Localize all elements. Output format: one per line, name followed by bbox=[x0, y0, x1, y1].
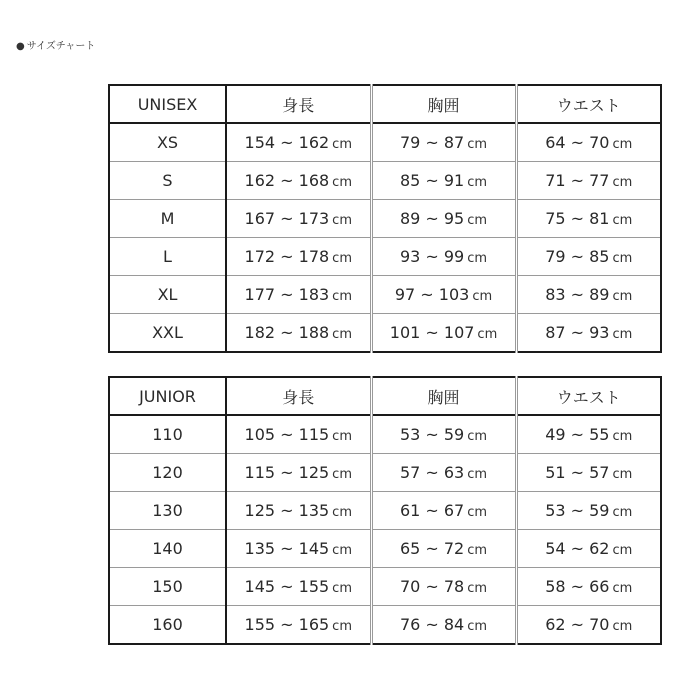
height-cell bbox=[226, 314, 371, 353]
waist-cell bbox=[516, 415, 661, 454]
unit-label: cm bbox=[467, 137, 488, 152]
unit-label: cm bbox=[467, 619, 488, 634]
bullet-icon: ● bbox=[16, 41, 25, 52]
unit-label: cm bbox=[332, 467, 352, 482]
height-cell bbox=[226, 568, 371, 606]
waist-cell bbox=[516, 238, 661, 276]
unit-label: cm bbox=[332, 175, 352, 190]
table-header-row bbox=[109, 85, 661, 123]
chest-cell bbox=[371, 415, 516, 454]
table-row bbox=[109, 276, 661, 314]
chest-cell bbox=[371, 276, 516, 314]
unit-label: cm bbox=[612, 543, 633, 558]
height-cell bbox=[226, 123, 371, 162]
unit-label: cm bbox=[612, 175, 633, 190]
table-row bbox=[109, 606, 661, 645]
size-cell: 130 bbox=[109, 492, 226, 530]
chest-cell bbox=[371, 492, 516, 530]
waist-cell bbox=[516, 314, 661, 353]
size-cell: 120 bbox=[109, 454, 226, 492]
unit-label: cm bbox=[477, 327, 498, 342]
unit-label: cm bbox=[472, 289, 493, 304]
unit-label: cm bbox=[332, 327, 352, 342]
table-row bbox=[109, 238, 661, 276]
unit-label: cm bbox=[332, 137, 352, 152]
waist-cell bbox=[516, 606, 661, 645]
unit-label: cm bbox=[467, 505, 488, 520]
chest-cell bbox=[371, 568, 516, 606]
unit-label: cm bbox=[467, 175, 488, 190]
range-value: 177 ~ 183 bbox=[244, 285, 330, 304]
waist-cell bbox=[516, 123, 661, 162]
range-value: 93 ~ 99 bbox=[399, 247, 465, 266]
size-cell: XS bbox=[109, 123, 226, 162]
height-cell bbox=[226, 454, 371, 492]
unit-label: cm bbox=[467, 251, 488, 266]
junior-size-table bbox=[108, 376, 662, 645]
range-value: 57 ~ 63 bbox=[399, 463, 465, 482]
chest-cell bbox=[371, 123, 516, 162]
unit-label: cm bbox=[332, 213, 352, 228]
size-cell: M bbox=[109, 200, 226, 238]
range-value: 145 ~ 155 bbox=[244, 577, 330, 596]
range-value: 54 ~ 62 bbox=[545, 539, 610, 558]
height-cell bbox=[226, 606, 371, 645]
chest-cell bbox=[371, 606, 516, 645]
height-cell bbox=[226, 238, 371, 276]
size-cell: L bbox=[109, 238, 226, 276]
range-value: 101 ~ 107 bbox=[389, 323, 475, 342]
height-cell bbox=[226, 415, 371, 454]
unit-label: cm bbox=[332, 429, 352, 444]
chest-cell bbox=[371, 238, 516, 276]
column-header-chest: 胸囲 bbox=[371, 85, 516, 123]
unit-label: cm bbox=[332, 619, 352, 634]
size-chart-heading bbox=[16, 40, 95, 54]
unit-label: cm bbox=[332, 251, 352, 266]
unit-label: cm bbox=[467, 213, 488, 228]
table-row bbox=[109, 454, 661, 492]
column-header-waist: ウエスト bbox=[516, 377, 661, 415]
height-cell bbox=[226, 162, 371, 200]
unit-label: cm bbox=[467, 581, 488, 596]
range-value: 162 ~ 168 bbox=[244, 171, 330, 190]
size-cell: XL bbox=[109, 276, 226, 314]
range-value: 85 ~ 91 bbox=[399, 171, 465, 190]
height-cell bbox=[226, 530, 371, 568]
range-value: 58 ~ 66 bbox=[545, 577, 610, 596]
range-value: 49 ~ 55 bbox=[545, 425, 610, 444]
range-value: 115 ~ 125 bbox=[244, 463, 330, 482]
size-cell: 160 bbox=[109, 606, 226, 645]
range-value: 97 ~ 103 bbox=[394, 285, 470, 304]
chest-cell bbox=[371, 200, 516, 238]
unit-label: cm bbox=[467, 543, 488, 558]
range-value: 154 ~ 162 bbox=[244, 133, 330, 152]
range-value: 79 ~ 87 bbox=[399, 133, 465, 152]
range-value: 51 ~ 57 bbox=[545, 463, 610, 482]
height-cell bbox=[226, 200, 371, 238]
unit-label: cm bbox=[332, 505, 352, 520]
range-value: 53 ~ 59 bbox=[399, 425, 465, 444]
chest-cell bbox=[371, 530, 516, 568]
unit-label: cm bbox=[612, 327, 633, 342]
waist-cell bbox=[516, 200, 661, 238]
unit-label: cm bbox=[332, 543, 352, 558]
range-value: 65 ~ 72 bbox=[399, 539, 465, 558]
unit-label: cm bbox=[612, 213, 633, 228]
column-header-category: UNISEX bbox=[109, 85, 226, 123]
size-cell: 150 bbox=[109, 568, 226, 606]
unit-label: cm bbox=[612, 429, 633, 444]
unisex-size-table bbox=[108, 84, 662, 353]
column-header-height: 身長 bbox=[226, 377, 371, 415]
range-value: 125 ~ 135 bbox=[244, 501, 330, 520]
table-row bbox=[109, 123, 661, 162]
table-row bbox=[109, 162, 661, 200]
chest-cell bbox=[371, 454, 516, 492]
unit-label: cm bbox=[332, 289, 352, 304]
table-row bbox=[109, 314, 661, 353]
table-row bbox=[109, 568, 661, 606]
chest-cell bbox=[371, 314, 516, 353]
chest-cell bbox=[371, 162, 516, 200]
waist-cell bbox=[516, 276, 661, 314]
range-value: 79 ~ 85 bbox=[545, 247, 610, 266]
size-cell: 140 bbox=[109, 530, 226, 568]
range-value: 182 ~ 188 bbox=[244, 323, 330, 342]
range-value: 87 ~ 93 bbox=[545, 323, 610, 342]
table-row bbox=[109, 530, 661, 568]
waist-cell bbox=[516, 530, 661, 568]
unit-label: cm bbox=[612, 251, 633, 266]
range-value: 53 ~ 59 bbox=[545, 501, 610, 520]
range-value: 61 ~ 67 bbox=[399, 501, 465, 520]
range-value: 172 ~ 178 bbox=[244, 247, 330, 266]
range-value: 64 ~ 70 bbox=[545, 133, 610, 152]
unit-label: cm bbox=[612, 137, 633, 152]
range-value: 75 ~ 81 bbox=[545, 209, 610, 228]
range-value: 76 ~ 84 bbox=[399, 615, 465, 634]
waist-cell bbox=[516, 454, 661, 492]
unit-label: cm bbox=[332, 581, 352, 596]
unit-label: cm bbox=[467, 429, 488, 444]
waist-cell bbox=[516, 162, 661, 200]
range-value: 70 ~ 78 bbox=[399, 577, 465, 596]
size-cell: 110 bbox=[109, 415, 226, 454]
table-row bbox=[109, 415, 661, 454]
waist-cell bbox=[516, 492, 661, 530]
range-value: 155 ~ 165 bbox=[244, 615, 330, 634]
height-cell bbox=[226, 492, 371, 530]
table-row bbox=[109, 492, 661, 530]
column-header-category: JUNIOR bbox=[109, 377, 226, 415]
column-header-waist: ウエスト bbox=[516, 85, 661, 123]
range-value: 135 ~ 145 bbox=[244, 539, 330, 558]
range-value: 62 ~ 70 bbox=[545, 615, 610, 634]
column-header-height: 身長 bbox=[226, 85, 371, 123]
table-row bbox=[109, 200, 661, 238]
size-cell: S bbox=[109, 162, 226, 200]
unit-label: cm bbox=[467, 467, 488, 482]
height-cell bbox=[226, 276, 371, 314]
range-value: 71 ~ 77 bbox=[545, 171, 610, 190]
unit-label: cm bbox=[612, 581, 633, 596]
waist-cell bbox=[516, 568, 661, 606]
unit-label: cm bbox=[612, 505, 633, 520]
unit-label: cm bbox=[612, 619, 633, 634]
size-cell: XXL bbox=[109, 314, 226, 353]
unit-label: cm bbox=[612, 467, 633, 482]
table-header-row bbox=[109, 377, 661, 415]
range-value: 89 ~ 95 bbox=[399, 209, 465, 228]
unit-label: cm bbox=[612, 289, 633, 304]
range-value: 105 ~ 115 bbox=[244, 425, 330, 444]
size-chart-title: サイズチャート bbox=[26, 41, 96, 52]
column-header-chest: 胸囲 bbox=[371, 377, 516, 415]
range-value: 167 ~ 173 bbox=[244, 209, 330, 228]
range-value: 83 ~ 89 bbox=[545, 285, 610, 304]
